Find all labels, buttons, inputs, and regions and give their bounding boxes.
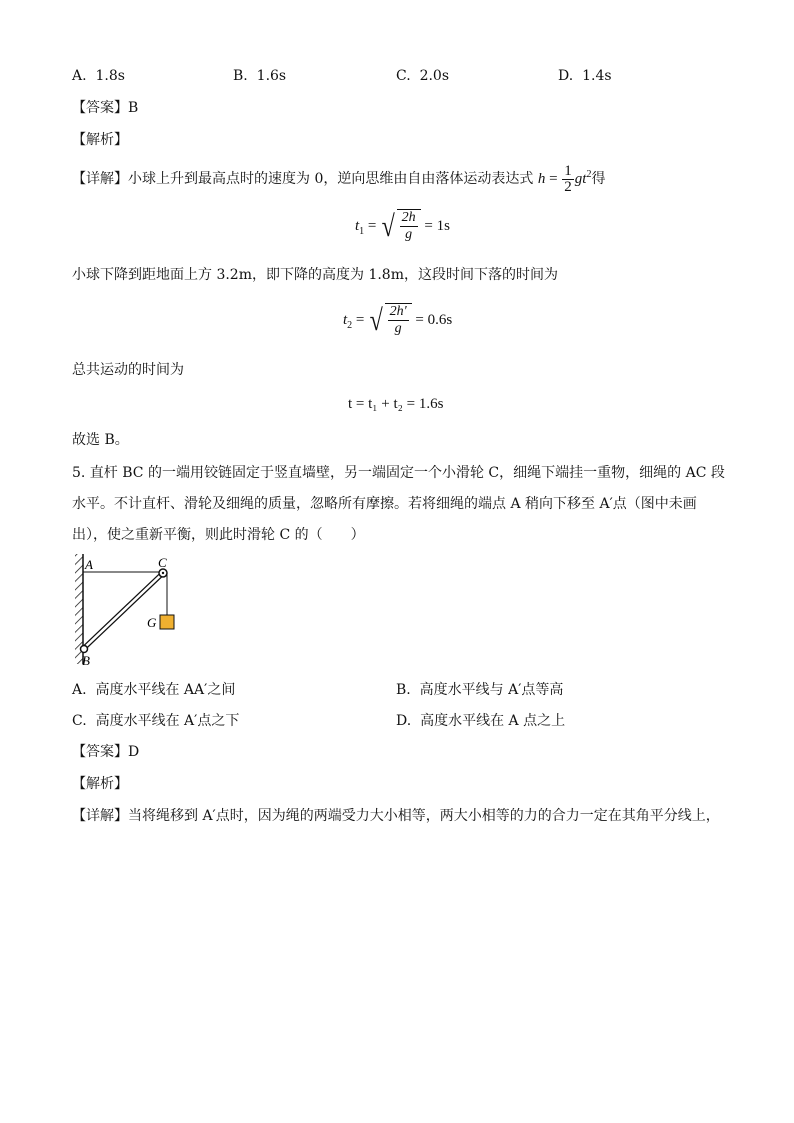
q5-option-a: A. 高度水平线在 AA′之间 xyxy=(72,682,236,698)
label-g: G xyxy=(147,615,157,630)
detail-text: 小球上升到最高点时的速度为 0，逆向思维由自由落体运动表达式 xyxy=(128,170,534,187)
detail-tag: 【详解】 xyxy=(72,170,128,187)
formula-t2: $t_2$ = √ 2h' g = 0.6s xyxy=(343,303,453,337)
q5-option-b: B. 高度水平线与 A′点等高 xyxy=(396,682,564,698)
question5-line2: 水平。不计直杆、滑轮及细绳的质量，忽略所有摩擦。若将细绳的端点 A 稍向下移至 A′点（图中未画 xyxy=(72,496,697,512)
option-d: D. 1.4s xyxy=(558,68,612,84)
option-b: B. 1.6s xyxy=(233,68,287,84)
choose-line: 故选 B。 xyxy=(72,432,129,448)
analysis2-label: 【解析】 xyxy=(72,776,128,792)
total-line: 总共运动的时间为 xyxy=(72,362,184,378)
detail2-paragraph xyxy=(72,806,720,826)
detail-paragraph: 【详解】小球上升到最高点时的速度为 0，逆向思维由自由落体运动表达式 h = $\frac{1}{2}$ $gt^2$得 xyxy=(72,163,606,195)
label-c: C xyxy=(158,555,167,570)
hinge-b xyxy=(81,646,88,653)
question5-line1: 5. 直杆 BC 的一端用铰链固定于竖直墙壁，另一端固定一个小滑轮 C，细绳下端挂一重物，细绳的 AC 段 xyxy=(72,465,725,481)
detail2-tag: 【详解】 xyxy=(72,808,128,824)
rod-bc-inner xyxy=(83,573,163,649)
question5-line3: 出），使之重新平衡，则此时滑轮 C 的（ ） xyxy=(72,527,365,543)
q5-option-d: D. 高度水平线在 A 点之上 xyxy=(396,713,566,729)
label-b: B xyxy=(82,653,90,668)
physics-diagram xyxy=(70,552,190,670)
label-a: A xyxy=(85,557,93,572)
answer2-label: 【答案】D xyxy=(72,744,140,760)
analysis-label: 【解析】 xyxy=(72,132,128,148)
option-c: C. 2.0s xyxy=(396,68,450,84)
option-a: A. 1.8s xyxy=(72,68,125,84)
answer-label: 【答案】B xyxy=(72,100,139,116)
fall-line: 小球下降到距地面上方 3.2m，即下降的高度为 1.8m，这段时间下落的时间为 xyxy=(72,267,558,283)
pulley-axle xyxy=(162,572,164,574)
formula-h: h = $\frac{1}{2}$ $gt^2$ xyxy=(537,163,592,195)
detail2-text: 当将绳移到 A′点时，因为绳的两端受力大小相等，两大小相等的力的合力一定在其角平分线上， xyxy=(128,808,720,824)
weight-g xyxy=(160,615,174,629)
formula-t: t = t₁ + t₂ = 1.6s xyxy=(348,396,444,412)
q5-option-c: C. 高度水平线在 A′点之下 xyxy=(72,713,240,729)
formula-t1: $t_1$ = √ 2h g = 1s xyxy=(355,209,450,243)
